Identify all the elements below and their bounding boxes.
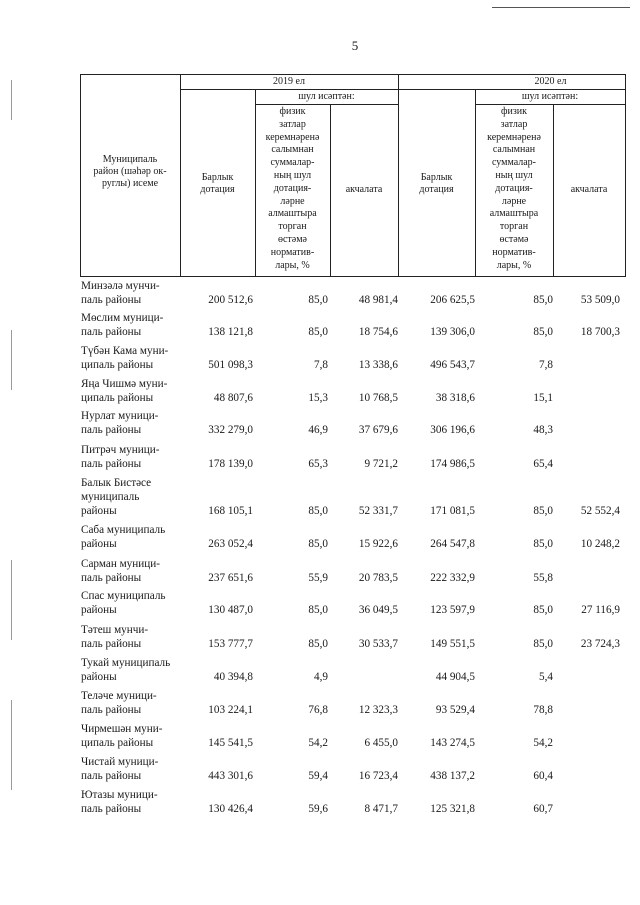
table-cell-cash-2019: 52 331,7 [358,505,398,517]
table-cell-pct-2019: 55,9 [308,572,328,584]
table-cell-cash-2020: 27 116,9 [581,604,620,616]
table-cell-cash-2019: 48 981,4 [358,294,398,306]
table-cell-total-2019: 153 777,7 [208,638,253,650]
table-cell-total-2019: 332 279,0 [208,424,253,436]
table-cell-cash-2019: 18 754,6 [358,326,398,338]
table-cell-pct-2020: 85,0 [533,604,553,616]
table-cell-pct-2020: 55,8 [533,572,553,584]
district-name: Чирмешән муни- ципаль районы [81,723,163,749]
table-cell-cash-2020: 18 700,3 [580,326,620,338]
table-cell-total-2019: 501 098,3 [208,359,253,371]
table-cell-total-2020: 306 196,6 [430,424,475,436]
table-cell-pct-2020: 60,4 [533,770,553,782]
table-cell-pct-2019: 4,9 [314,671,328,683]
table-cell-pct-2020: 85,0 [533,538,553,550]
table-cell-cash-2019: 12 323,3 [358,704,398,716]
table-cell-total-2020: 438 137,2 [430,770,475,782]
table-cell-pct-2019: 85,0 [308,326,328,338]
table-cell-pct-2020: 65,4 [533,458,553,470]
table-cell-pct-2020: 85,0 [533,638,553,650]
table-cell-pct-2019: 85,0 [308,604,328,616]
district-name: Саба муниципаль районы [81,524,166,550]
district-name: Тәтеш мунчи- паль районы [81,624,149,650]
table-cell-total-2019: 130 487,0 [208,604,253,616]
table-cell-pct-2019: 59,6 [308,803,328,815]
table-cell-pct-2019: 46,9 [308,424,328,436]
table-cell-pct-2019: 85,0 [308,505,328,517]
table-cell-total-2019: 263 052,4 [208,538,253,550]
table-cell-total-2020: 93 529,4 [435,704,475,716]
table-cell-total-2019: 138 121,8 [208,326,253,338]
table-cell-pct-2020: 85,0 [533,294,553,306]
table-cell-cash-2019: 10 768,5 [358,392,398,404]
table-cell-cash-2020: 23 724,3 [580,638,620,650]
table-cell-total-2020: 206 625,5 [430,294,475,306]
table-cell-total-2020: 174 986,5 [430,458,475,470]
table-cell-pct-2020: 5,4 [539,671,553,683]
total-dotation-2020-header: Барлык дотация [419,172,454,195]
table-cell-pct-2019: 65,3 [308,458,328,470]
table-cell-total-2019: 48 807,6 [213,392,253,404]
page-number: 5 [351,38,359,53]
district-name: Минзәлә мунчи- паль районы [81,280,160,306]
district-name: Спас муниципаль районы [81,590,166,616]
district-name: Яңа Чишмә муни- ципаль районы [81,378,168,404]
table-cell-pct-2019: 76,8 [308,704,328,716]
table-cell-total-2019: 40 394,8 [213,671,253,683]
table-cell-total-2019: 168 105,1 [208,505,253,517]
year-2020-header: 2020 ел [534,76,567,87]
table-cell-cash-2019: 36 049,5 [358,604,398,616]
table-cell-pct-2020: 15,1 [533,392,553,404]
district-name: Ютазы муници- паль районы [81,789,158,815]
table-cell-pct-2019: 59,4 [308,770,328,782]
table-cell-total-2020: 222 332,9 [430,572,475,584]
year-2019-header: 2019 ел [273,76,305,87]
district-name: Питрәч муници- паль районы [81,444,160,470]
table-cell-pct-2020: 60,7 [533,803,553,815]
margin-mark [11,700,12,790]
district-name: Сарман муници- паль районы [81,558,160,584]
table-cell-pct-2019: 7,8 [314,359,328,371]
table-cell-pct-2020: 85,0 [533,505,553,517]
table-cell-pct-2020: 85,0 [533,326,553,338]
margin-mark [11,80,12,120]
table-cell-cash-2020: 52 552,4 [580,505,620,517]
table-cell-cash-2019: 15 922,6 [358,538,398,550]
table-cell-total-2020: 149 551,5 [430,638,475,650]
table-cell-cash-2019: 8 471,7 [364,803,398,815]
table-cell-total-2019: 200 512,6 [208,294,253,306]
table-cell-total-2020: 143 274,5 [430,737,475,749]
cash-2020-header: акчалата [570,184,608,195]
table-cell-total-2020: 38 318,6 [435,392,475,404]
table-cell-total-2019: 130 426,4 [208,803,253,815]
district-name: Тукай муниципаль районы [81,657,171,683]
table-cell-pct-2020: 48,3 [533,424,553,436]
table-cell-cash-2020: 53 509,0 [580,294,620,306]
table-cell-total-2020: 44 904,5 [435,671,475,683]
table-cell-pct-2019: 85,0 [308,294,328,306]
total-dotation-2019-header: Барлык дотация [200,172,235,195]
table-cell-pct-2019: 15,3 [308,392,328,404]
table-cell-pct-2020: 78,8 [533,704,553,716]
table-cell-pct-2019: 85,0 [308,638,328,650]
table-cell-total-2019: 237 651,6 [208,572,253,584]
table-cell-cash-2019: 9 721,2 [364,458,398,470]
table-cell-pct-2019: 85,0 [308,538,328,550]
table-cell-total-2019: 145 541,5 [208,737,253,749]
district-name: Түбән Кама муни- ципаль районы [81,345,169,371]
table-cell-pct-2020: 54,2 [533,737,553,749]
table-cell-total-2020: 139 306,0 [430,326,475,338]
normative-2019-header: физик затлар керемнәренә салымнан суммалар- ның шул дотация- ләрне алмаштыра торган өстәмә норматив- лары, % [265,106,320,271]
table-cell-total-2020: 496 543,7 [430,359,475,371]
table-cell-total-2020: 125 321,8 [430,803,475,815]
table-cell-total-2019: 178 139,0 [208,458,253,470]
district-name: Нурлат муници- паль районы [81,410,159,436]
table-cell-total-2019: 443 301,6 [208,770,253,782]
table-cell-total-2020: 264 547,8 [430,538,475,550]
table-cell-pct-2019: 54,2 [308,737,328,749]
table-cell-total-2020: 171 081,5 [430,505,475,517]
table-cell-cash-2019: 16 723,4 [358,770,398,782]
district-name: Чистай муници- паль районы [81,756,159,782]
table-cell-cash-2019: 37 679,6 [358,424,398,436]
table-cell-cash-2019: 20 783,5 [358,572,398,584]
table-cell-cash-2019: 13 338,6 [358,359,398,371]
district-name: Балык Бистәсе муниципаль районы [81,477,152,517]
table-cell-pct-2020: 7,8 [539,359,553,371]
district-name: Мөслим муници- паль районы [81,312,164,338]
margin-mark [11,560,12,640]
table-cell-total-2020: 123 597,9 [430,604,475,616]
of-which-2019: шул исәптән: [298,91,355,102]
table-cell-cash-2020: 10 248,2 [580,538,620,550]
normative-2020-header: физик затлар керемнәренә салымнан суммалар- ның шул дотация- ләрне алмаштыра торган өстәмә норматив- лары, % [487,106,541,271]
district-column-header: Муниципаль район (шәһәр ок- руглы) исеме [93,154,167,189]
table-cell-cash-2019: 30 533,7 [358,638,398,650]
table-cell-total-2019: 103 224,1 [208,704,253,716]
cash-2019-header: акчалата [345,184,383,195]
table-cell-cash-2019: 6 455,0 [364,737,398,749]
of-which-2020: шул исәптән: [521,91,579,102]
top-rule [492,7,630,8]
margin-mark [11,330,12,390]
district-name: Теләче муници- паль районы [81,690,157,716]
